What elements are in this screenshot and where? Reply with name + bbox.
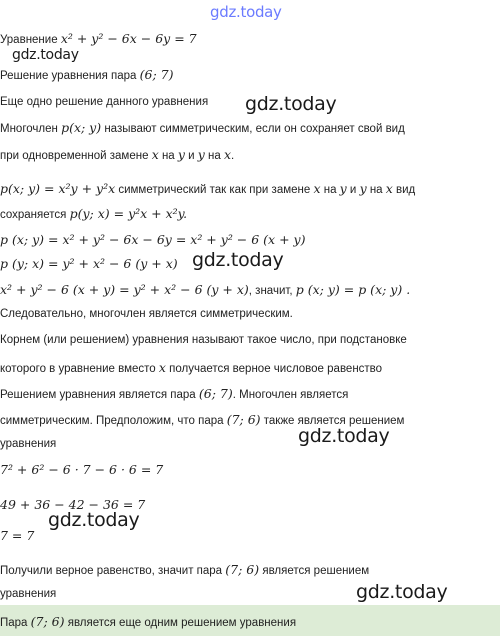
text-line	[0, 206, 187, 221]
text-line	[0, 282, 410, 297]
math-expression: y	[197, 147, 205, 162]
text-line	[0, 232, 305, 247]
math-expression: 49 + 36 − 42 − 36 = 7	[0, 497, 146, 512]
watermark: gdz.today	[12, 47, 79, 63]
text-fragment: называют симметрическим, если он сохраняет свой вид	[101, 123, 405, 135]
text-line	[0, 67, 173, 82]
text-fragment: и	[346, 184, 360, 196]
text-fragment: на	[204, 150, 224, 162]
text-line	[0, 614, 296, 629]
math-expression: (7; 6)	[30, 614, 65, 629]
text-fragment: Пара	[0, 617, 31, 629]
text-line	[0, 96, 208, 108]
text-fragment: симметрический так как при замене	[115, 184, 314, 196]
math-expression: x	[385, 181, 393, 196]
math-expression: y	[339, 181, 347, 196]
math-expression: x	[223, 147, 232, 162]
text-line	[0, 528, 34, 543]
text-fragment: получается верное числовое равенство	[165, 363, 383, 375]
text-line	[0, 334, 407, 346]
text-fragment: Многочлен	[0, 123, 62, 135]
text-fragment: также является решением	[260, 415, 405, 427]
text-line	[0, 462, 163, 477]
watermark: gdz.today	[356, 581, 448, 603]
math-expression: x	[151, 147, 159, 162]
math-expression: 7² + 6² − 6 · 7 − 6 · 6 = 7	[0, 462, 164, 477]
text-line	[0, 438, 56, 450]
math-expression: x² + y² − 6x − 6y = 7	[60, 31, 197, 46]
text-fragment: вид	[392, 184, 416, 196]
math-expression: (6; 7)	[198, 386, 233, 401]
text-line	[0, 147, 234, 162]
text-fragment: Решение уравнения пара	[0, 70, 140, 82]
math-expression: p (x; y) = p (x; y) .	[295, 282, 411, 297]
text-fragment: при одновременной замене	[0, 150, 152, 162]
text-fragment: .	[231, 150, 235, 162]
text-line	[0, 360, 382, 375]
text-line	[0, 386, 348, 401]
text-fragment: Следовательно, многочлен является симметрическим.	[0, 308, 293, 320]
text-fragment: уравнения	[0, 438, 57, 450]
text-fragment: Еще одно решение данного уравнения	[0, 96, 209, 108]
watermark: gdz.today	[245, 93, 337, 115]
text-fragment: . Многочлен является	[232, 389, 349, 401]
text-fragment: , значит,	[248, 285, 296, 297]
math-expression: p (x; y) = x² + y² − 6x − 6y = x² + y² − 6 (x + y)	[0, 232, 306, 247]
text-fragment: Корнем (или решением) уравнения называют такое число, при подстановке	[0, 334, 407, 346]
math-expression: 7 = 7	[0, 528, 35, 543]
text-line	[0, 256, 178, 271]
watermark-top: gdz.today	[210, 3, 282, 21]
text-line	[0, 31, 197, 46]
watermark: gdz.today	[48, 509, 140, 531]
text-fragment: которого в уравнение вместо	[0, 363, 159, 375]
math-expression: x	[313, 181, 321, 196]
math-expression: p(x; y) = x²y + y²x	[0, 181, 116, 196]
watermark: gdz.today	[298, 425, 390, 447]
text-line	[0, 588, 56, 600]
math-expression: y	[359, 181, 367, 196]
text-line	[0, 181, 415, 196]
text-fragment: Получили верное равенство, значит пара	[0, 565, 226, 577]
text-fragment: Уравнение	[0, 34, 61, 46]
math-expression: p (y; x) = y² + x² − 6 (y + x)	[0, 256, 178, 271]
text-line	[0, 308, 293, 320]
text-fragment: сохраняется	[0, 209, 70, 221]
text-fragment: и	[184, 150, 198, 162]
math-expression: p(y; x) = y²x + x²y.	[69, 206, 188, 221]
math-expression: x² + y² − 6 (x + y) = y² + x² − 6 (y + x)	[0, 282, 249, 297]
text-fragment: на	[366, 184, 386, 196]
text-line	[0, 120, 405, 135]
math-expression: x	[158, 360, 166, 375]
math-expression: p(x; y)	[61, 120, 102, 135]
text-fragment: является решением	[259, 565, 370, 577]
math-expression: y	[177, 147, 185, 162]
text-fragment: является еще одним решением уравнения	[64, 617, 297, 629]
math-expression: (7; 6)	[226, 412, 261, 427]
math-expression: (7; 6)	[225, 562, 260, 577]
text-fragment: на	[320, 184, 340, 196]
text-fragment: на	[158, 150, 178, 162]
text-fragment: симметрическим. Предположим, что пара	[0, 415, 227, 427]
text-fragment: уравнения	[0, 588, 57, 600]
text-fragment: Решением уравнения является пара	[0, 389, 199, 401]
text-line	[0, 562, 369, 577]
math-expression: (6; 7)	[139, 67, 174, 82]
watermark: gdz.today	[192, 249, 284, 271]
